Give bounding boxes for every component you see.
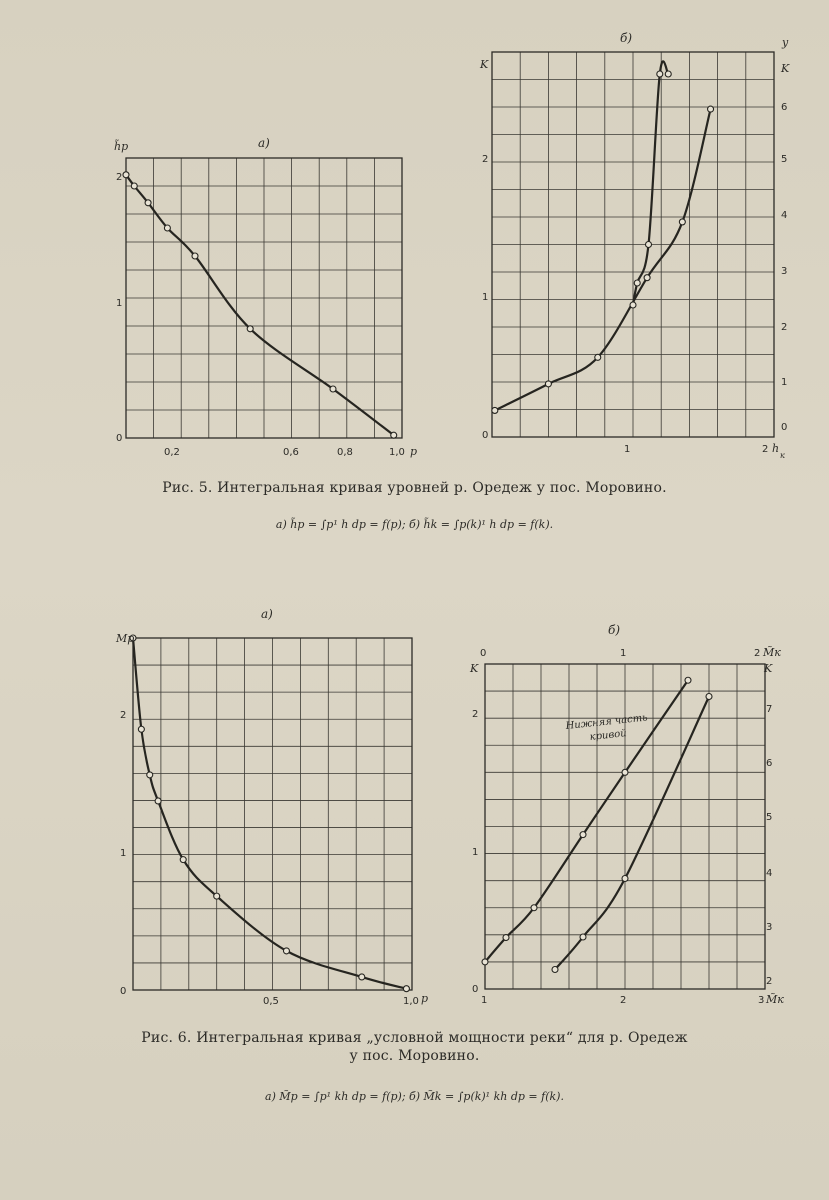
fig6a-x-tick-05: 0,5 xyxy=(263,996,279,1007)
fig6b-top-tick-1: 1 xyxy=(620,648,627,659)
fig6b-upper-point-3 xyxy=(580,832,586,838)
fig6-formula: а) M̃p = ∫p¹ kh dp = f(p); б) M̃k = ∫p(k)¹ kh dp = f(k). xyxy=(265,1090,564,1103)
fig6a-x-tick-10: 1,0 xyxy=(403,996,419,1007)
fig6b-y-tick-2: 2 xyxy=(472,709,479,720)
fig5b-ry-tick-5: 5 xyxy=(781,154,788,165)
fig6b-lower-point-3 xyxy=(706,694,712,700)
fig5a-point-4 xyxy=(192,253,198,259)
fig5b-right-point-4 xyxy=(665,71,671,77)
fig6a-y-axis-name: Mp xyxy=(116,632,135,645)
fig5b-left-point-5 xyxy=(708,106,714,112)
fig5b-x-tick-1: 1 xyxy=(624,444,631,455)
fig5b-ry-tick-1: 1 xyxy=(781,377,788,388)
fig6a-chart xyxy=(115,607,428,1007)
fig5b-right-point-2 xyxy=(646,242,652,248)
fig6a-y-tick-1: 1 xyxy=(120,848,127,859)
fig6b-right-axis-name: K xyxy=(764,662,773,675)
fig5b-y-tick-0: 0 xyxy=(482,430,489,441)
fig6-caption-line1: Рис. 6. Интегральная кривая „условной мощности реки“ для р. Оредеж xyxy=(141,1030,688,1046)
fig6b-ry-tick-7: 7 xyxy=(766,704,773,715)
fig5a-point-2 xyxy=(145,200,151,206)
fig5a-y-axis-name: h̃p xyxy=(114,140,129,153)
fig6b-bottom-axis-name: M̃к xyxy=(766,993,784,1006)
fig5b-panel-label: б) xyxy=(620,31,633,45)
fig6b-upper-point-4 xyxy=(622,769,628,775)
fig5a-y-tick-0: 0 xyxy=(116,433,123,444)
fig6a-point-7 xyxy=(359,974,365,980)
fig6b-annotation-line2: кривой xyxy=(589,728,628,743)
fig6a-point-2 xyxy=(147,772,153,778)
fig6a-y-tick-0: 0 xyxy=(120,986,127,997)
fig5a-y-tick-1: 1 xyxy=(116,298,123,309)
fig5a-point-1 xyxy=(131,183,137,189)
fig5b-grid xyxy=(492,52,774,437)
fig5a-x-tick-10: 1,0 xyxy=(389,447,405,458)
fig6b-chart xyxy=(469,623,784,1006)
fig5b-ry-tick-2: 2 xyxy=(781,322,788,333)
fig6b-top-tick-0: 0 xyxy=(480,648,487,659)
fig6b-upper-point-2 xyxy=(531,905,537,911)
fig5b-ry-tick-3: 3 xyxy=(781,266,788,277)
fig5b-ry-tick-6: 6 xyxy=(781,102,788,113)
fig6b-curve-lower xyxy=(555,697,709,970)
fig6a-y-tick-2: 2 xyxy=(120,710,127,721)
fig6a-x-axis-name: p xyxy=(421,992,429,1005)
fig5b-points xyxy=(492,71,714,413)
fig5a-grid xyxy=(126,158,402,438)
fig6b-bottom-tick-3: 3 xyxy=(758,995,765,1006)
fig5a-chart xyxy=(114,136,417,458)
fig6b-y-tick-0: 0 xyxy=(472,984,479,995)
fig5b-curve-right xyxy=(633,61,668,305)
fig6b-upper-point-5 xyxy=(685,677,691,683)
fig5a-y-tick-2: 2 xyxy=(116,172,123,183)
fig6a-point-1 xyxy=(138,726,144,732)
fig5b-left-point-1 xyxy=(545,381,551,387)
fig5b-x-axis-sub: к xyxy=(780,451,785,460)
fig6a-point-6 xyxy=(283,948,289,954)
fig5-formula: а) h̃p = ∫p¹ h dp = f(p); б) h̃k = ∫p(k)¹ h dp = f(k). xyxy=(275,518,554,531)
fig5a-x-tick-06: 0,6 xyxy=(283,447,299,458)
fig5a-point-7 xyxy=(391,432,397,438)
fig5b-curve-left xyxy=(495,109,711,410)
fig5b-right-point-0 xyxy=(630,302,636,308)
fig5b-y-tick-2: 2 xyxy=(482,154,489,165)
fig5b-right-point-1 xyxy=(634,280,640,286)
fig6a-grid xyxy=(133,638,412,990)
fig6b-panel-label: б) xyxy=(608,623,621,637)
fig6a-point-5 xyxy=(214,893,220,899)
fig5b-left-point-4 xyxy=(679,219,685,225)
fig5a-point-0 xyxy=(123,172,129,178)
fig6b-top-axis-name: M̃к xyxy=(763,646,781,659)
fig6b-ry-tick-2: 2 xyxy=(766,976,773,987)
fig6b-bottom-tick-1: 1 xyxy=(481,995,488,1006)
fig6b-y-tick-1: 1 xyxy=(472,847,479,858)
fig5b-chart xyxy=(479,31,790,460)
fig5b-x-axis-name: h xyxy=(772,442,780,455)
fig5-caption: Рис. 5. Интегральная кривая уровней р. Оредеж у пос. Моровино. xyxy=(162,480,667,496)
fig6b-upper-point-0 xyxy=(482,959,488,965)
fig6b-top-tick-2: 2 xyxy=(754,648,761,659)
fig6b-ry-tick-6: 6 xyxy=(766,758,773,769)
fig6b-upper-point-1 xyxy=(503,935,509,941)
fig6b-annotation-line1: Нижняя часть xyxy=(565,712,649,732)
fig6b-lower-point-2 xyxy=(622,876,628,882)
fig6a-point-8 xyxy=(403,986,409,992)
fig5b-left-point-2 xyxy=(595,354,601,360)
fig6a-panel-label: а) xyxy=(261,607,273,621)
fig6a-point-3 xyxy=(155,798,161,804)
fig5b-right-axis-name: K xyxy=(781,62,790,75)
fig5a-point-6 xyxy=(330,386,336,392)
fig5b-ry-tick-0: 0 xyxy=(781,422,788,433)
fig5b-y-tick-1: 1 xyxy=(482,292,489,303)
fig5b-right-point-3 xyxy=(657,71,663,77)
fig6b-lower-point-0 xyxy=(552,967,558,973)
fig6-caption-line2: у пос. Моровино. xyxy=(349,1048,480,1064)
fig5a-x-tick-02: 0,2 xyxy=(164,447,180,458)
fig5b-right-axis-top: y xyxy=(782,36,789,49)
fig6a-point-4 xyxy=(180,857,186,863)
fig5a-points xyxy=(123,172,397,438)
fig5a-x-axis-name: p xyxy=(410,445,418,458)
fig6b-ry-tick-3: 3 xyxy=(766,922,773,933)
fig5b-x-tick-2: 2 xyxy=(762,444,769,455)
fig5a-x-tick-08: 0,8 xyxy=(337,447,353,458)
fig6b-bottom-tick-2: 2 xyxy=(620,995,627,1006)
fig5b-left-point-0 xyxy=(492,407,498,413)
fig5a-point-5 xyxy=(247,326,253,332)
fig5a-panel-label: а) xyxy=(258,136,270,150)
fig6b-lower-point-1 xyxy=(580,934,586,940)
fig6b-grid xyxy=(485,664,765,989)
fig5b-left-point-3 xyxy=(644,275,650,281)
fig5b-left-axis-name: K xyxy=(480,58,489,71)
fig5a-point-3 xyxy=(164,225,170,231)
fig6b-left-axis-name: K xyxy=(470,662,479,675)
fig6b-ry-tick-5: 5 xyxy=(766,812,773,823)
fig6b-ry-tick-4: 4 xyxy=(766,868,773,879)
fig5b-ry-tick-4: 4 xyxy=(781,210,788,221)
fig6a-points xyxy=(130,635,409,992)
